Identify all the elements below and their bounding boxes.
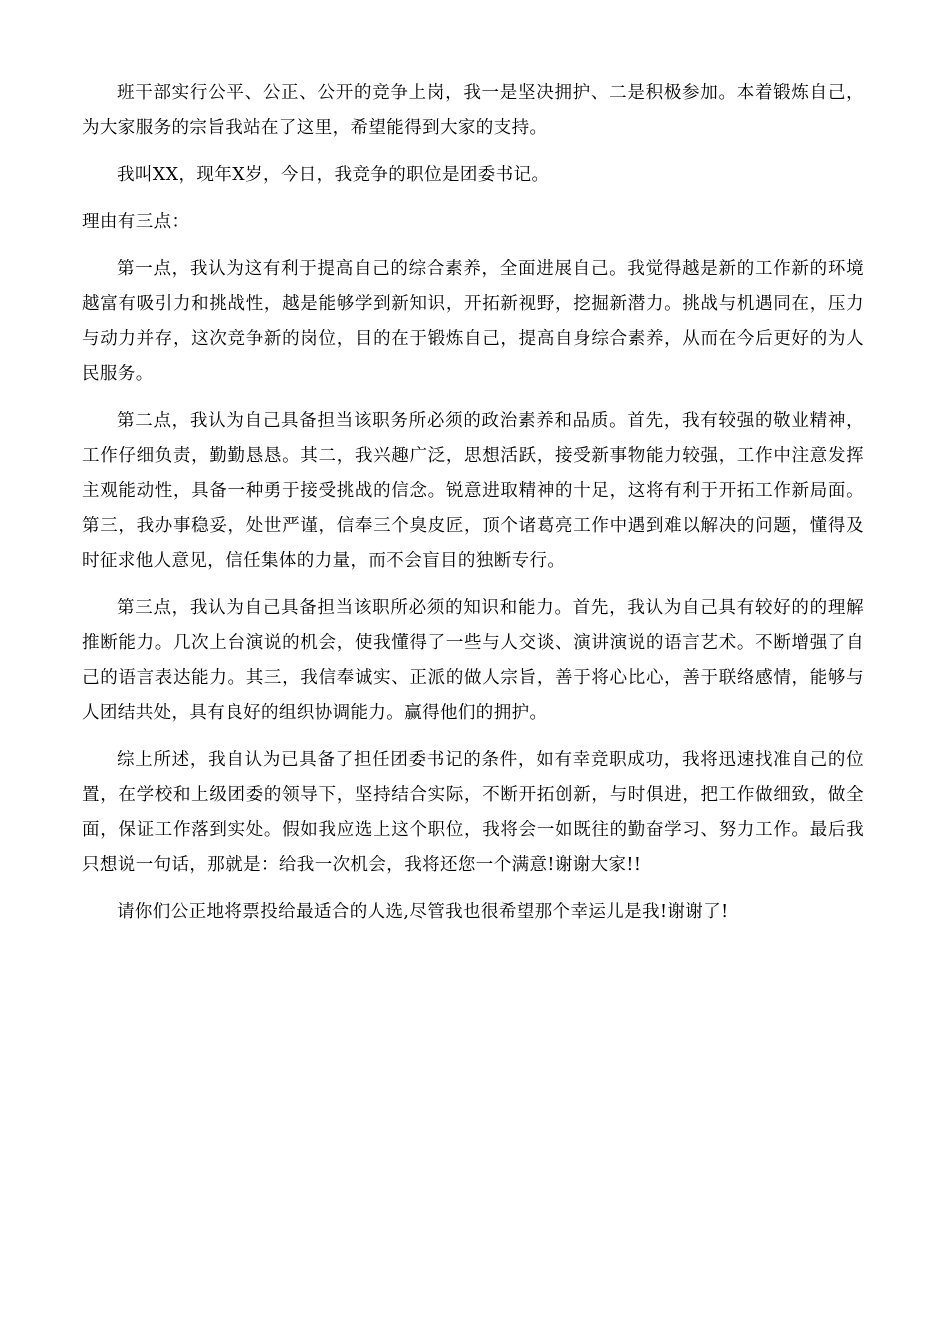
paragraph-reason-two: 第二点，我认为自己具备担当该职务所必须的政治素养和品质。首先，我有较强的敬业精神，工作仔细负责，勤勤恳恳。其二，我兴趣广泛，思想活跃，接受新事物能力较强，工作中注意发挥主观能动性，具备一种勇于接受挑战的信念。锐意进取精神的十足，这将有利于开拓工作新局面。第三，我办事稳妥，处世严谨，信奉三个臭皮匠，顶个诸葛亮工作中遇到难以解决的问题，懂得及时征求他人意见，信任集体的力量，而不会盲目的独断专行。 — [82, 411, 864, 571]
paragraph-summary: 综上所述，我自认为已具备了担任团委书记的条件，如有幸竞职成功，我将迅速找准自己的位置，在学校和上级团委的领导下，坚持结合实际，不断开拓创新，与时俱进，把工作做细致，做全面，保证工作落到实处。假如我应选上这个职位，我将会一如既往的勤奋学习、努力工作。最后我只想说一句话，那就是：给我一次机会，我将还您一个满意!谢谢大家!! — [82, 750, 864, 875]
paragraph-reason-one: 第一点，我认为这有利于提高自己的综合素养，全面进展自己。我觉得越是新的工作新的环境越富有吸引力和挑战性，越是能够学到新知识，开拓新视野，挖掘新潜力。挑战与机遇同在，压力与动力并存，这次竞争新的岗位，目的在于锻炼自己，提高自身综合素养，从而在今后更好的为人民服务。 — [82, 259, 864, 384]
paragraph-intro: 班干部实行公平、公正、公开的竞争上岗，我一是坚决拥护、二是积极参加。本着锻炼自己，为大家服务的宗旨我站在了这里，希望能得到大家的支持。 — [82, 83, 864, 138]
document-body — [82, 76, 864, 930]
paragraph-reason-three: 第三点，我认为自己具备担当该职所必须的知识和能力。首先，我认为自己具有较好的的理解推断能力。几次上台演说的机会，使我懂得了一些与人交谈、演讲演说的语言艺术。不断增强了自己的语言表达能力。其三，我信奉诚实、正派的做人宗旨，善于将心比心，善于联络感情，能够与人团结共处，具有良好的组织协调能力。赢得他们的拥护。 — [82, 598, 864, 723]
paragraph-reasons-heading: 理由有三点： — [82, 212, 190, 232]
paragraph-closing: 请你们公正地将票投给最适合的人选,尽管我也很希望那个幸运儿是我!谢谢了! — [117, 902, 729, 922]
paragraph-self-introduction: 我叫XX，现年X岁，今日，我竞争的职位是团委书记。 — [117, 165, 550, 185]
